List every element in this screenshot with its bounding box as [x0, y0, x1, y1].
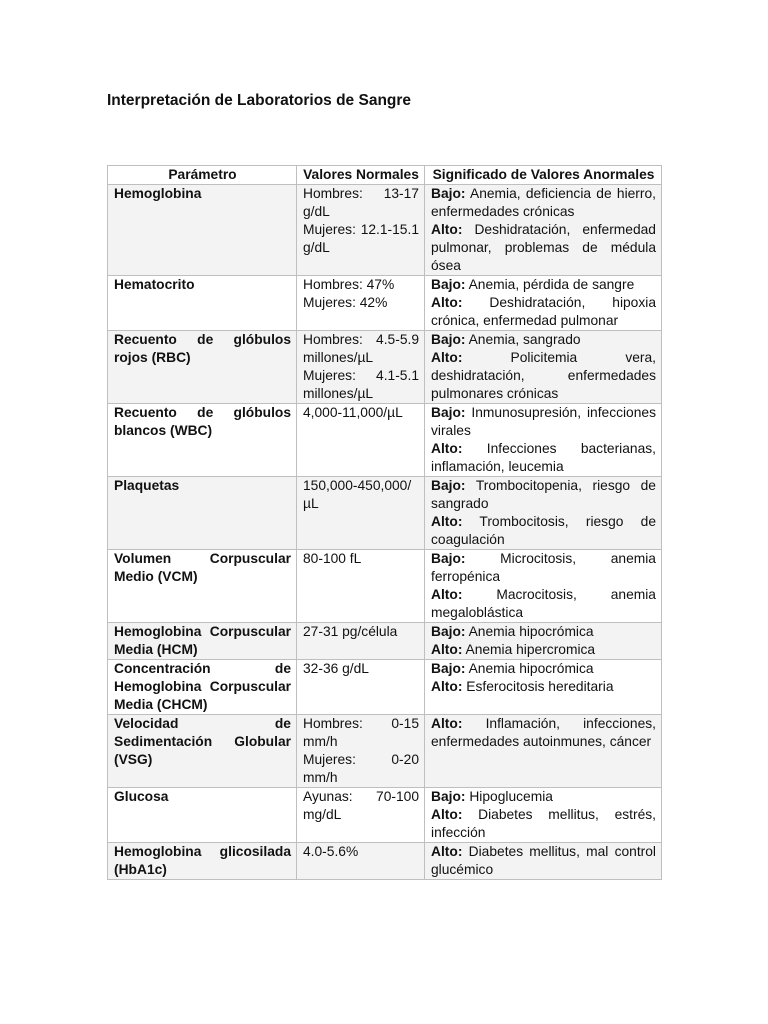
normal-value: Mujeres: 42% — [303, 295, 388, 310]
parameter-cell: Recuento de glóbulos blancos (WBC) — [108, 404, 297, 477]
high-label: Alto: — [431, 441, 463, 456]
abnormal-meaning-cell — [425, 715, 662, 788]
high-text: Anemia hipercromica — [465, 642, 596, 657]
normal-values-cell — [297, 185, 425, 276]
high-label: Alto: — [431, 642, 463, 657]
parameter-cell: Hemoglobina — [108, 185, 297, 276]
low-label: Bajo: — [431, 332, 466, 347]
low-text: Anemia, pérdida de sangre — [468, 277, 635, 292]
normal-value: 4,000-11,000/µL — [303, 405, 403, 420]
normal-value: Ayunas: 70-100 mg/dL — [303, 789, 419, 822]
abnormal-meaning-cell — [425, 331, 662, 404]
high-label: Alto: — [431, 844, 463, 859]
page-title: Interpretación de Laboratorios de Sangre — [107, 92, 412, 109]
low-text: Microcitosis, anemia ferropénica — [431, 551, 656, 584]
high-meaning — [431, 349, 656, 403]
abnormal-meaning-cell — [425, 660, 662, 715]
parameter-cell: Plaquetas — [108, 477, 297, 550]
high-label: Alto: — [431, 350, 463, 365]
table-row — [108, 550, 662, 623]
normal-values-cell — [297, 550, 425, 623]
low-label: Bajo: — [431, 186, 466, 201]
high-text: Trombocitosis, riesgo de coagulación — [431, 514, 657, 547]
high-label: Alto: — [431, 679, 463, 694]
low-meaning — [431, 660, 656, 678]
low-text: Anemia hipocrómica — [468, 624, 594, 639]
high-meaning — [431, 586, 656, 622]
table-row — [108, 715, 662, 788]
header-row — [108, 166, 662, 185]
high-label: Alto: — [431, 716, 463, 731]
abnormal-meaning-cell — [425, 404, 662, 477]
high-text: Deshidratación, hipoxia crónica, enfermedad pulmonar — [431, 295, 656, 328]
high-text: Diabetes mellitus, mal control glucémico — [431, 844, 656, 877]
normal-value: Mujeres: 12.1-15.1 g/dL — [303, 222, 419, 255]
header-parameter: Parámetro — [108, 166, 297, 185]
low-meaning — [431, 331, 656, 349]
high-meaning — [431, 221, 656, 275]
normal-values-cell — [297, 477, 425, 550]
table-body — [108, 185, 662, 880]
table-row — [108, 404, 662, 477]
high-label: Alto: — [431, 514, 463, 529]
normal-value: 32-36 g/dL — [303, 661, 369, 676]
high-text: Infecciones bacterianas, inflamación, leucemia — [431, 441, 656, 474]
low-text: Inmunosupresión, infecciones virales — [431, 405, 656, 438]
table-row — [108, 477, 662, 550]
parameter-cell: Glucosa — [108, 788, 297, 843]
abnormal-meaning-cell — [425, 623, 662, 660]
normal-value: Hombres: 13-17 g/dL — [303, 186, 419, 219]
low-text: Hipoglucemia — [469, 789, 553, 804]
low-text: Anemia, sangrado — [468, 332, 581, 347]
parameter-cell: Concentración de Hemoglobina Corpuscular Media (CHCM) — [108, 660, 297, 715]
table-row — [108, 788, 662, 843]
abnormal-meaning-cell — [425, 550, 662, 623]
low-meaning — [431, 550, 656, 586]
low-meaning — [431, 276, 656, 294]
parameter-cell: Recuento de glóbulos rojos (RBC) — [108, 331, 297, 404]
normal-value: 27-31 pg/célula — [303, 624, 398, 639]
abnormal-meaning-cell — [425, 788, 662, 843]
low-meaning — [431, 788, 656, 806]
lab-table — [107, 165, 662, 880]
table-row — [108, 843, 662, 880]
low-text: Anemia, deficiencia de hierro, enfermedades crónicas — [431, 186, 657, 219]
high-label: Alto: — [431, 587, 463, 602]
normal-values-cell — [297, 715, 425, 788]
abnormal-meaning-cell — [425, 276, 662, 331]
table-row — [108, 276, 662, 331]
high-meaning — [431, 806, 656, 842]
low-meaning — [431, 185, 656, 221]
low-text: Anemia hipocrómica — [468, 661, 594, 676]
high-text: Esferocitosis hereditaria — [466, 679, 614, 694]
abnormal-meaning-cell — [425, 843, 662, 880]
table-row — [108, 623, 662, 660]
normal-value: Hombres: 0-15 mm/h — [303, 716, 419, 749]
low-meaning — [431, 477, 656, 513]
normal-values-cell — [297, 843, 425, 880]
high-meaning — [431, 843, 656, 879]
normal-value: 4.0-5.6% — [303, 844, 359, 859]
normal-value: Hombres: 47% — [303, 277, 395, 292]
low-text: Trombocitopenia, riesgo de sangrado — [431, 478, 656, 511]
low-label: Bajo: — [431, 789, 466, 804]
low-label: Bajo: — [431, 661, 466, 676]
low-label: Bajo: — [431, 551, 466, 566]
header-normal-values: Valores Normales — [297, 166, 425, 185]
high-meaning — [431, 641, 656, 659]
high-meaning — [431, 294, 656, 330]
normal-values-cell — [297, 788, 425, 843]
normal-values-cell — [297, 660, 425, 715]
abnormal-meaning-cell — [425, 185, 662, 276]
parameter-cell: Hematocrito — [108, 276, 297, 331]
parameter-cell: Velocidad de Sedimentación Globular (VSG) — [108, 715, 297, 788]
low-meaning — [431, 404, 656, 440]
high-text: Deshidratación, enfermedad pulmonar, problemas de médula ósea — [431, 222, 656, 273]
high-label: Alto: — [431, 807, 463, 822]
normal-value: 80-100 fL — [303, 551, 362, 566]
header-abnormal-meaning: Significado de Valores Anormales — [425, 166, 662, 185]
table-row — [108, 660, 662, 715]
normal-value: Hombres: 4.5-5.9 millones/µL — [303, 332, 419, 365]
normal-values-cell — [297, 404, 425, 477]
high-label: Alto: — [431, 295, 463, 310]
high-text: Macrocitosis, anemia megaloblástica — [431, 587, 656, 620]
low-label: Bajo: — [431, 478, 466, 493]
low-label: Bajo: — [431, 405, 466, 420]
high-text: Inflamación, infecciones, enfermedades autoinmunes, cáncer — [431, 716, 656, 749]
low-label: Bajo: — [431, 277, 466, 292]
abnormal-meaning-cell — [425, 477, 662, 550]
normal-value: 150,000-450,000/µL — [303, 478, 412, 511]
high-label: Alto: — [431, 222, 463, 237]
normal-value: Mujeres: 4.1-5.1 millones/µL — [303, 368, 419, 401]
parameter-cell: Hemoglobina glicosilada (HbA1c) — [108, 843, 297, 880]
high-meaning — [431, 440, 656, 476]
high-meaning — [431, 678, 656, 696]
parameter-cell: Volumen Corpuscular Medio (VCM) — [108, 550, 297, 623]
table-row — [108, 185, 662, 276]
normal-values-cell — [297, 623, 425, 660]
parameter-cell: Hemoglobina Corpuscular Media (HCM) — [108, 623, 297, 660]
high-text: Policitemia vera, deshidratación, enfermedades pulmonares crónicas — [431, 350, 656, 401]
high-meaning — [431, 513, 656, 549]
low-meaning — [431, 623, 656, 641]
normal-values-cell — [297, 331, 425, 404]
table-row — [108, 331, 662, 404]
normal-values-cell — [297, 276, 425, 331]
low-label: Bajo: — [431, 624, 466, 639]
normal-value: Mujeres: 0-20 mm/h — [303, 752, 419, 785]
high-text: Diabetes mellitus, estrés, infección — [431, 807, 656, 840]
high-meaning — [431, 715, 656, 751]
